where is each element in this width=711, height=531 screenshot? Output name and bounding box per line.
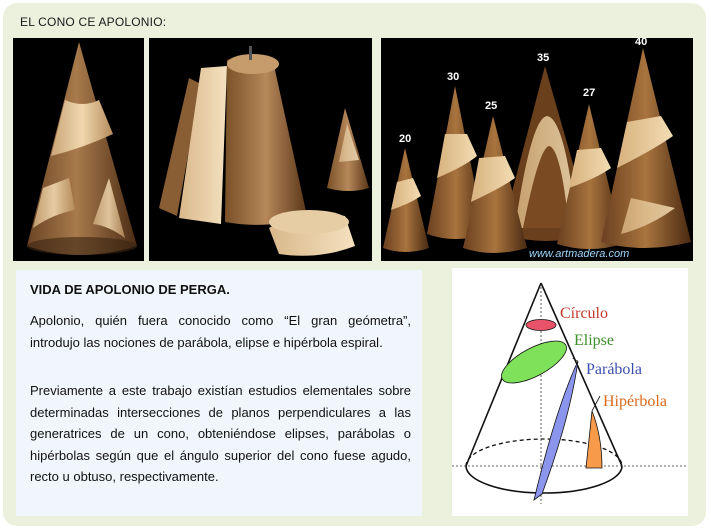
label-circle: Círculo (560, 305, 608, 322)
biography-heading: VIDA DE APOLONIO DE PERGA. (30, 282, 230, 297)
biography-paragraph: Apolonio, quién fuera conocido como “El gran geómetra”, introdujo las nociones de parábola, elipse e hipérbola espiral. (30, 313, 411, 350)
label-ellipse: Elipse (574, 332, 614, 349)
watermark-text: www.artmadera.com (529, 248, 630, 260)
cone-label-30: 30 (447, 71, 460, 83)
cone-label-35: 35 (537, 52, 550, 64)
page-title: EL CONO CE APOLONIO: (20, 15, 167, 29)
cone-label-40: 40 (635, 38, 648, 48)
biography-paragraph: Previamente a este trabajo existían estudios elementales sobre determinadas intersecciones de planos perpendiculares a las generatrices de un cono, obteniéndose elipses, parábolas o hipérbolas según que el ángulo superior del cono fuese agudo, recto u obtuso, respectivamente. (30, 383, 411, 484)
cone-label-20: 20 (399, 133, 412, 145)
photo-cone-collection (381, 38, 693, 261)
photo-single-cone (13, 38, 144, 261)
cone-label-27: 27 (583, 87, 596, 99)
photo-sliced-cone (149, 38, 372, 261)
label-parabola: Parábola (586, 361, 642, 378)
conic-sections-diagram (452, 268, 688, 516)
label-hyperbola: Hipérbola (603, 393, 667, 410)
biography-panel (16, 270, 422, 516)
cone-label-25: 25 (485, 100, 498, 112)
